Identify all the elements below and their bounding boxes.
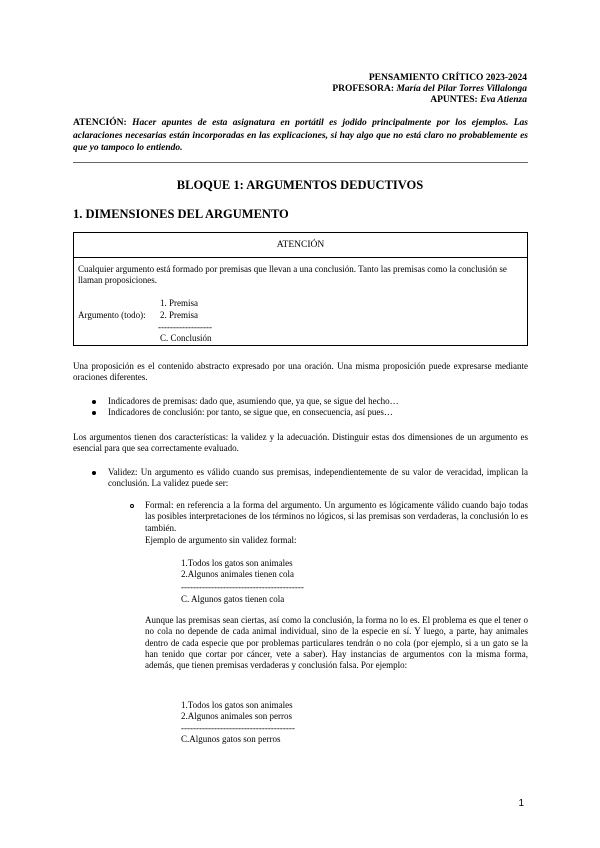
example2-separator: -------------------------------------- xyxy=(181,723,295,733)
validity-definition: Validez: Un argumento es válido cuando sus premisas, independientemente de su valor de veracidad, implican la conclusión. La validez puede ser: xyxy=(108,467,528,489)
section-title: 1. DIMENSIONES DEL ARGUMENTO xyxy=(73,207,289,221)
attention-box xyxy=(73,232,528,346)
example2-conclusion: C.Algunos gatos son perros xyxy=(181,734,281,744)
bullet-dot xyxy=(92,471,96,475)
warning-label: ATENCIÓN: xyxy=(73,118,127,128)
professor-label: PROFESORA: xyxy=(332,84,395,94)
warning-note xyxy=(73,117,528,155)
page-number: 1 xyxy=(518,798,524,809)
professor-line xyxy=(332,84,527,95)
argument-conclusion: C. Conclusión xyxy=(160,333,212,343)
course-title: PENSAMIENTO CRÍTICO 2023-2024 xyxy=(368,73,527,83)
example2-line-2: 2.Algunos animales son perros xyxy=(181,711,292,721)
paragraph-proposition: Una proposición es el contenido abstracto expresado por una oración. Una misma proposición puede expresarse mediante oraciones diferentes. xyxy=(73,361,528,383)
block-title: BLOQUE 1: ARGUMENTOS DEDUCTIVOS xyxy=(176,178,424,192)
argument-premise-1: 1. Premisa xyxy=(160,298,198,308)
paragraph-characteristics: Los argumentos tienen dos características: la validez y la adecuación. Distinguir estas dos dimensiones de un argumento es esencial para que sea correctamente evaluado. xyxy=(73,432,528,454)
example1-line-2: 2.Algunos animales tienen cola xyxy=(181,569,294,579)
warning-text: Hacer apuntes de esta asignatura en portátil es jodido principalmente por los ejemplos. Las aclaraciones necesarias están incorporadas en las explicaciones, si hay algo que no está claro no probablemente es que yo tampoco lo entiendo. xyxy=(73,118,528,153)
attention-box-text: Cualquier argumento está formado por premisas que llevan a una conclusión. Tanto las premisas como la conclusión se llaman proposiciones. xyxy=(78,264,507,285)
attention-box-title: ATENCIÓN xyxy=(74,233,527,258)
indicator-conclusion: Indicadores de conclusión: por tanto, se sigue que, en consecuencia, así pues… xyxy=(108,407,393,417)
sub-bullet-circle xyxy=(130,504,134,508)
notes-line xyxy=(430,95,527,106)
argument-label: Argumento (todo): xyxy=(78,310,146,320)
bullet-dot xyxy=(92,411,96,415)
example1-line-1: 1.Todos los gatos son animales xyxy=(181,558,293,568)
argument-premise-2: 2. Premisa xyxy=(160,310,198,320)
example1-conclusion: C. Algunos gatos tienen cola xyxy=(181,594,285,604)
formal-explanation: Aunque las premisas sean ciertas, así como la conclusión, la forma no lo es. El problema es que el tener o no cola no depende de cada animal individual, sino de la especie en sí. Y luego, a parte, hay animales dentro de cada especie que por problemas particulares tendrán o no cola (por ejemplo, si a un gato se la han tenido que cortar por cáncer, vete a saber). Hay instancias de argumentos con la misma forma, además, que tienen premisas verdaderas y conclusión falsa. Por ejemplo: xyxy=(145,615,528,671)
argument-separator: ------------------ xyxy=(158,322,212,332)
bullet-dot xyxy=(92,400,96,404)
notes-label: APUNTES: xyxy=(430,95,478,105)
formal-validity-text: Formal: en referencia a la forma del argumento. Un argumento es lógicamente válido cuando bajo todas las posibles interpretaciones de los términos no lógicos, si las premisas son verdaderas, la conclusión lo es también. xyxy=(145,500,528,533)
example2-line-1: 1.Todos los gatos son animales xyxy=(181,700,293,710)
example-intro: Ejemplo de argumento sin validez formal: xyxy=(145,535,297,545)
example1-separator: ----------------------------------------- xyxy=(181,582,304,592)
professor-name: María del Pilar Torres Villalonga xyxy=(396,84,527,94)
horizontal-divider xyxy=(73,162,528,163)
notes-author: Eva Atienza xyxy=(480,95,527,105)
indicator-premises: Indicadores de premisas: dado que, asumiendo que, ya que, se sigue del hecho… xyxy=(108,396,399,406)
